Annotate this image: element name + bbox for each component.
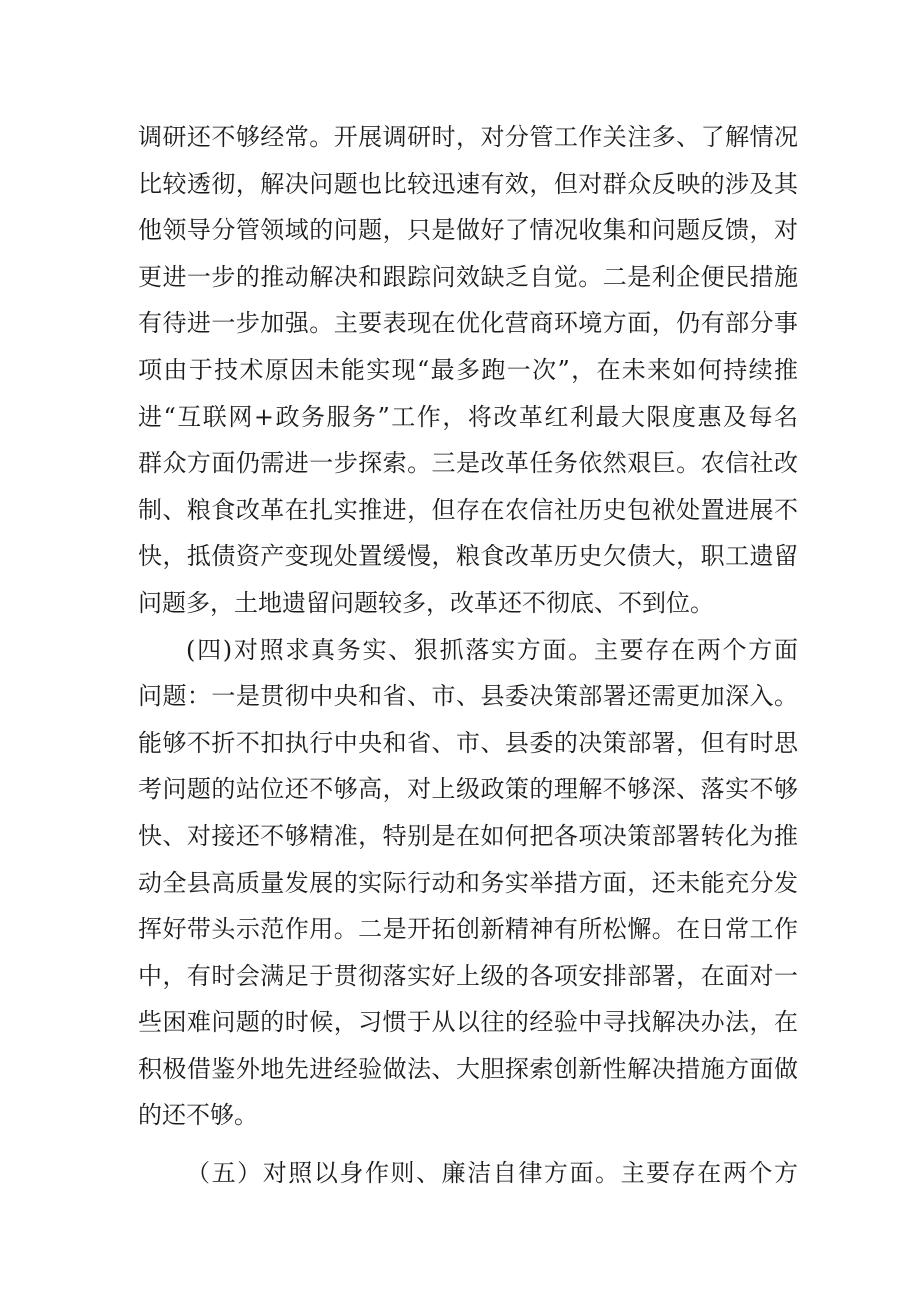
- paragraph-line: 群众方面仍需进一步探索。三是改革任务依然艰巨。农信社改: [138, 449, 798, 478]
- paragraph-line: 积极借鉴外地先进经验做法、大胆探索创新性解决措施方面做: [138, 1054, 798, 1083]
- paragraph-line: 问题：一是贯彻中央和省、市、县委决策部署还需更加深入。: [138, 682, 798, 711]
- paragraph-line: 挥好带头示范作用。二是开拓创新精神有所松懈。在日常工作: [138, 915, 798, 944]
- paragraph-spacing: [138, 1139, 798, 1150]
- paragraph-2: [138, 627, 798, 1140]
- paragraph-line: 他领导分管领域的问题，只是做好了情况收集和问题反馈，对: [138, 216, 798, 245]
- paragraph-line: 调研还不够经常。开展调研时，对分管工作关注多、了解情况: [138, 123, 798, 151]
- paragraph-line: 问题多，土地遗留问题较多，改革还不彻底、不到位。: [138, 588, 714, 617]
- paragraph-line: 动全县高质量发展的实际行动和务实举措方面，还未能充分发: [138, 868, 798, 897]
- paragraph-line: 有待进一步加强。主要表现在优化营商环境方面，仍有部分事: [138, 309, 798, 338]
- paragraph-line: 的还不够。: [138, 1101, 258, 1130]
- document-body: [138, 114, 798, 1197]
- paragraph-line: 更进一步的推动解决和跟踪问效缺乏自觉。二是利企便民措施: [138, 262, 798, 291]
- paragraph-heading-line: （五）对照以身作则、廉洁自律方面。主要存在两个方: [186, 1159, 798, 1188]
- paragraph-line: 中，有时会满足于贯彻落实好上级的各项安排部署，在面对一: [138, 961, 798, 990]
- paragraph-line: 比较透彻，解决问题也比较迅速有效，但对群众反映的涉及其: [138, 169, 798, 198]
- paragraph-line: 考问题的站位还不够高，对上级政策的理解不够深、落实不够: [138, 775, 798, 804]
- paragraph-line: 进“互联网+政务服务”工作，将改革红利最大限度惠及每名: [138, 402, 798, 431]
- paragraph-3: [138, 1150, 798, 1197]
- paragraph-1: [138, 114, 798, 627]
- paragraph-line: 快、对接还不够精准，特别是在如何把各项决策部署转化为推: [138, 821, 798, 850]
- paragraph-line: 能够不折不扣执行中央和省、市、县委的决策部署，但有时思: [138, 728, 798, 757]
- paragraph-line: 快，抵债资产变现处置缓慢，粮食改革历史欠债大，职工遗留: [138, 542, 798, 571]
- paragraph-line: 些困难问题的时候，习惯于从以往的经验中寻找解决办法，在: [138, 1008, 798, 1037]
- paragraph-line: 项由于技术原因未能实现“最多跑一次”，在未来如何持续推: [138, 355, 798, 384]
- paragraph-line: 制、粮食改革在扎实推进，但存在农信社历史包袱处置进展不: [138, 495, 798, 524]
- paragraph-heading-line: (四)对照求真务实、狠抓落实方面。主要存在两个方面: [186, 635, 798, 664]
